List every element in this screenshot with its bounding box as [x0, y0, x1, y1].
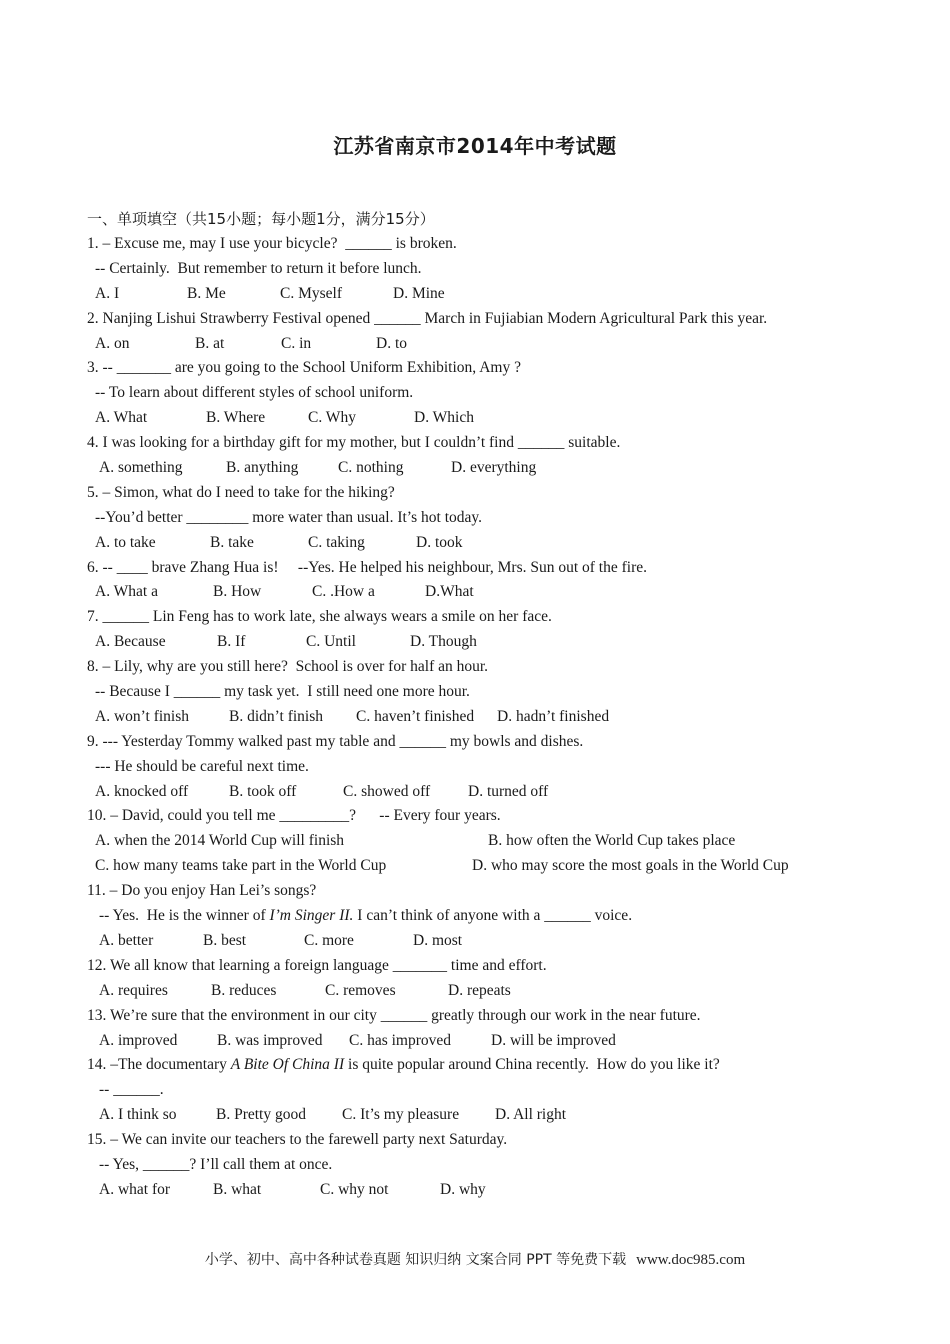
option-a: A. on — [95, 334, 130, 352]
option-b: B. take — [210, 533, 254, 551]
q12-stem: 12. We all know that learning a foreign language _______ time and effort. — [87, 956, 547, 974]
option-d: D. Which — [414, 409, 474, 427]
q15-reply: -- Yes, ______? I’ll call them at once. — [99, 1155, 333, 1173]
q11-reply — [87, 904, 847, 929]
q8-options — [87, 705, 847, 730]
section-heading: 一、单项填空（共15小题；每小题1分，满分15分） — [87, 210, 435, 228]
q7-stem: 7. ______ Lin Feng has to work late, she always wears a smile on her face. — [87, 608, 552, 626]
option-c: C. haven’t finished — [356, 707, 475, 725]
q4-stem: 4. I was looking for a birthday gift for my mother, but I couldn’t find ______ suitable. — [87, 434, 621, 452]
option-c: C. removes — [325, 981, 396, 999]
q13-options — [87, 1029, 847, 1054]
option-c: C. It’s my pleasure — [342, 1106, 460, 1124]
option-d: D. will be improved — [491, 1031, 616, 1049]
option-a: A. I — [95, 284, 120, 302]
q14-stem-start: 14. –The documentary — [87, 1056, 231, 1074]
q6-stem: 6. -- ____ brave Zhang Hua is! --Yes. He helped his neighbour, Mrs. Sun out of the fire. — [87, 558, 648, 576]
option-a: A. improved — [99, 1031, 178, 1049]
option-d: D. took — [416, 533, 463, 551]
q10-options-row2 — [87, 854, 847, 879]
option-d: D. to — [376, 334, 407, 352]
q5-options — [87, 531, 847, 556]
q10-stem: 10. – David, could you tell me _________? -- Every four years. — [87, 807, 501, 825]
q11-options — [87, 929, 847, 954]
q2-options — [87, 332, 847, 357]
option-c: C. Why — [308, 409, 356, 427]
option-d: D.What — [425, 583, 474, 601]
q12-options — [87, 979, 847, 1004]
option-a: A. better — [99, 931, 154, 949]
q11-reply-start: -- Yes. He is the winner of — [99, 907, 270, 925]
option-d: D. most — [413, 931, 463, 949]
option-b: B. reduces — [211, 981, 277, 999]
option-a: A. what for — [99, 1180, 171, 1198]
option-d: D. hadn’t finished — [497, 707, 610, 725]
option-d: D. All right — [495, 1106, 567, 1124]
q14-reply: -- ______. — [99, 1081, 164, 1099]
q14-stem — [87, 1053, 847, 1078]
option-b: B. how often the World Cup takes place — [488, 832, 736, 850]
q6-options — [87, 580, 847, 605]
option-d: D. repeats — [448, 981, 511, 999]
option-b: B. Where — [206, 409, 266, 427]
question-list — [87, 232, 847, 1203]
q5-stem: 5. – Simon, what do I need to take for the hiking? — [87, 483, 395, 501]
q1-stem: 1. – Excuse me, may I use your bicycle? ______ is broken. — [87, 235, 457, 252]
option-b: B. took off — [229, 782, 297, 800]
q9-stem: 9. --- Yesterday Tommy walked past my table and ______ my bowls and dishes. — [87, 732, 584, 750]
q4-options — [87, 456, 847, 481]
option-c: C. in — [281, 334, 312, 352]
footer-text: 小学、初中、高中各种试卷真题 知识归纳 文案合同 PPT 等免费下载 — [204, 1252, 627, 1268]
option-b: B. anything — [226, 459, 299, 477]
option-d: D. everything — [451, 459, 537, 477]
q14-stem-end: is quite popular around China recently. How do you like it? — [344, 1056, 720, 1074]
q15-stem: 15. – We can invite our teachers to the farewell party next Saturday. — [87, 1131, 508, 1149]
q7-options — [87, 630, 847, 655]
q5-reply: --You’d better ________ more water than usual. It’s hot today. — [95, 508, 483, 526]
q11-reply-end: I can’t think of anyone with a ______ voice. — [353, 907, 633, 925]
q3-options — [87, 406, 847, 431]
q15-options — [87, 1178, 847, 1203]
option-c: C. Myself — [280, 284, 342, 302]
q14-documentary-title: A Bite Of China II — [230, 1056, 345, 1074]
option-d: D. Though — [410, 633, 477, 651]
option-d: D. Mine — [393, 284, 445, 302]
option-d: D. why — [440, 1180, 486, 1198]
option-b: B. How — [213, 583, 262, 601]
page-title: 江苏省南京市2014年中考试题 — [333, 134, 617, 158]
option-b: B. was improved — [217, 1031, 323, 1049]
q13-stem: 13. We’re sure that the environment in our city ______ greatly through our work in the near future. — [87, 1006, 701, 1024]
q10-options-row1 — [87, 829, 847, 854]
q3-stem: 3. -- _______ are you going to the School Uniform Exhibition, Amy ? — [87, 359, 521, 377]
option-a: A. What — [95, 409, 148, 427]
q8-stem: 8. – Lily, why are you still here? School is over for half an hour. — [87, 658, 489, 676]
option-c: C. Until — [306, 633, 356, 651]
option-a: A. when the 2014 World Cup will finish — [95, 832, 345, 850]
option-c: C. showed off — [343, 782, 431, 800]
q11-show-title: I’m Singer II. — [269, 907, 354, 925]
q9-options — [87, 780, 847, 805]
option-a: A. knocked off — [95, 782, 189, 800]
option-a: A. What a — [95, 583, 158, 601]
option-b: B. Pretty good — [216, 1106, 306, 1124]
option-c: C. taking — [308, 533, 365, 551]
option-b: B. If — [217, 633, 246, 651]
option-a: A. requires — [99, 981, 168, 999]
option-b: B. didn’t finish — [229, 707, 324, 725]
option-b: B. best — [203, 931, 247, 949]
option-b: B. what — [213, 1180, 262, 1198]
page-footer — [0, 1249, 950, 1269]
option-c: C. why not — [320, 1180, 389, 1198]
option-c: C. more — [304, 931, 354, 949]
q9-reply: --- He should be careful next time. — [95, 757, 309, 775]
option-c: C. .How a — [312, 583, 375, 601]
option-a: A. to take — [95, 533, 156, 551]
q14-options — [87, 1103, 847, 1128]
q11-stem: 11. – Do you enjoy Han Lei’s songs? — [87, 882, 317, 900]
q1-options — [87, 282, 847, 307]
option-a: A. I think so — [99, 1106, 177, 1124]
option-d: D. turned off — [468, 782, 549, 800]
q2-stem: 2. Nanjing Lishui Strawberry Festival opened ______ March in Fujiabian Modern Agricultural Park this year. — [87, 309, 768, 327]
option-b: B. at — [195, 334, 225, 352]
option-c: C. how many teams take part in the World Cup — [95, 857, 387, 875]
q1-reply: -- Certainly. But remember to return it before lunch. — [95, 259, 422, 277]
option-d: D. who may score the most goals in the World Cup — [472, 857, 789, 875]
option-b: B. Me — [187, 284, 226, 302]
q8-reply: -- Because I ______ my task yet. I still need one more hour. — [95, 683, 470, 701]
option-c: C. nothing — [338, 459, 404, 477]
q3-reply: -- To learn about different styles of school uniform. — [95, 384, 414, 402]
option-a: A. something — [99, 459, 183, 477]
option-a: A. Because — [95, 633, 166, 651]
footer-url-link[interactable]: www.doc985.com — [636, 1252, 746, 1268]
option-c: C. has improved — [349, 1031, 452, 1049]
option-a: A. won’t finish — [95, 707, 190, 725]
